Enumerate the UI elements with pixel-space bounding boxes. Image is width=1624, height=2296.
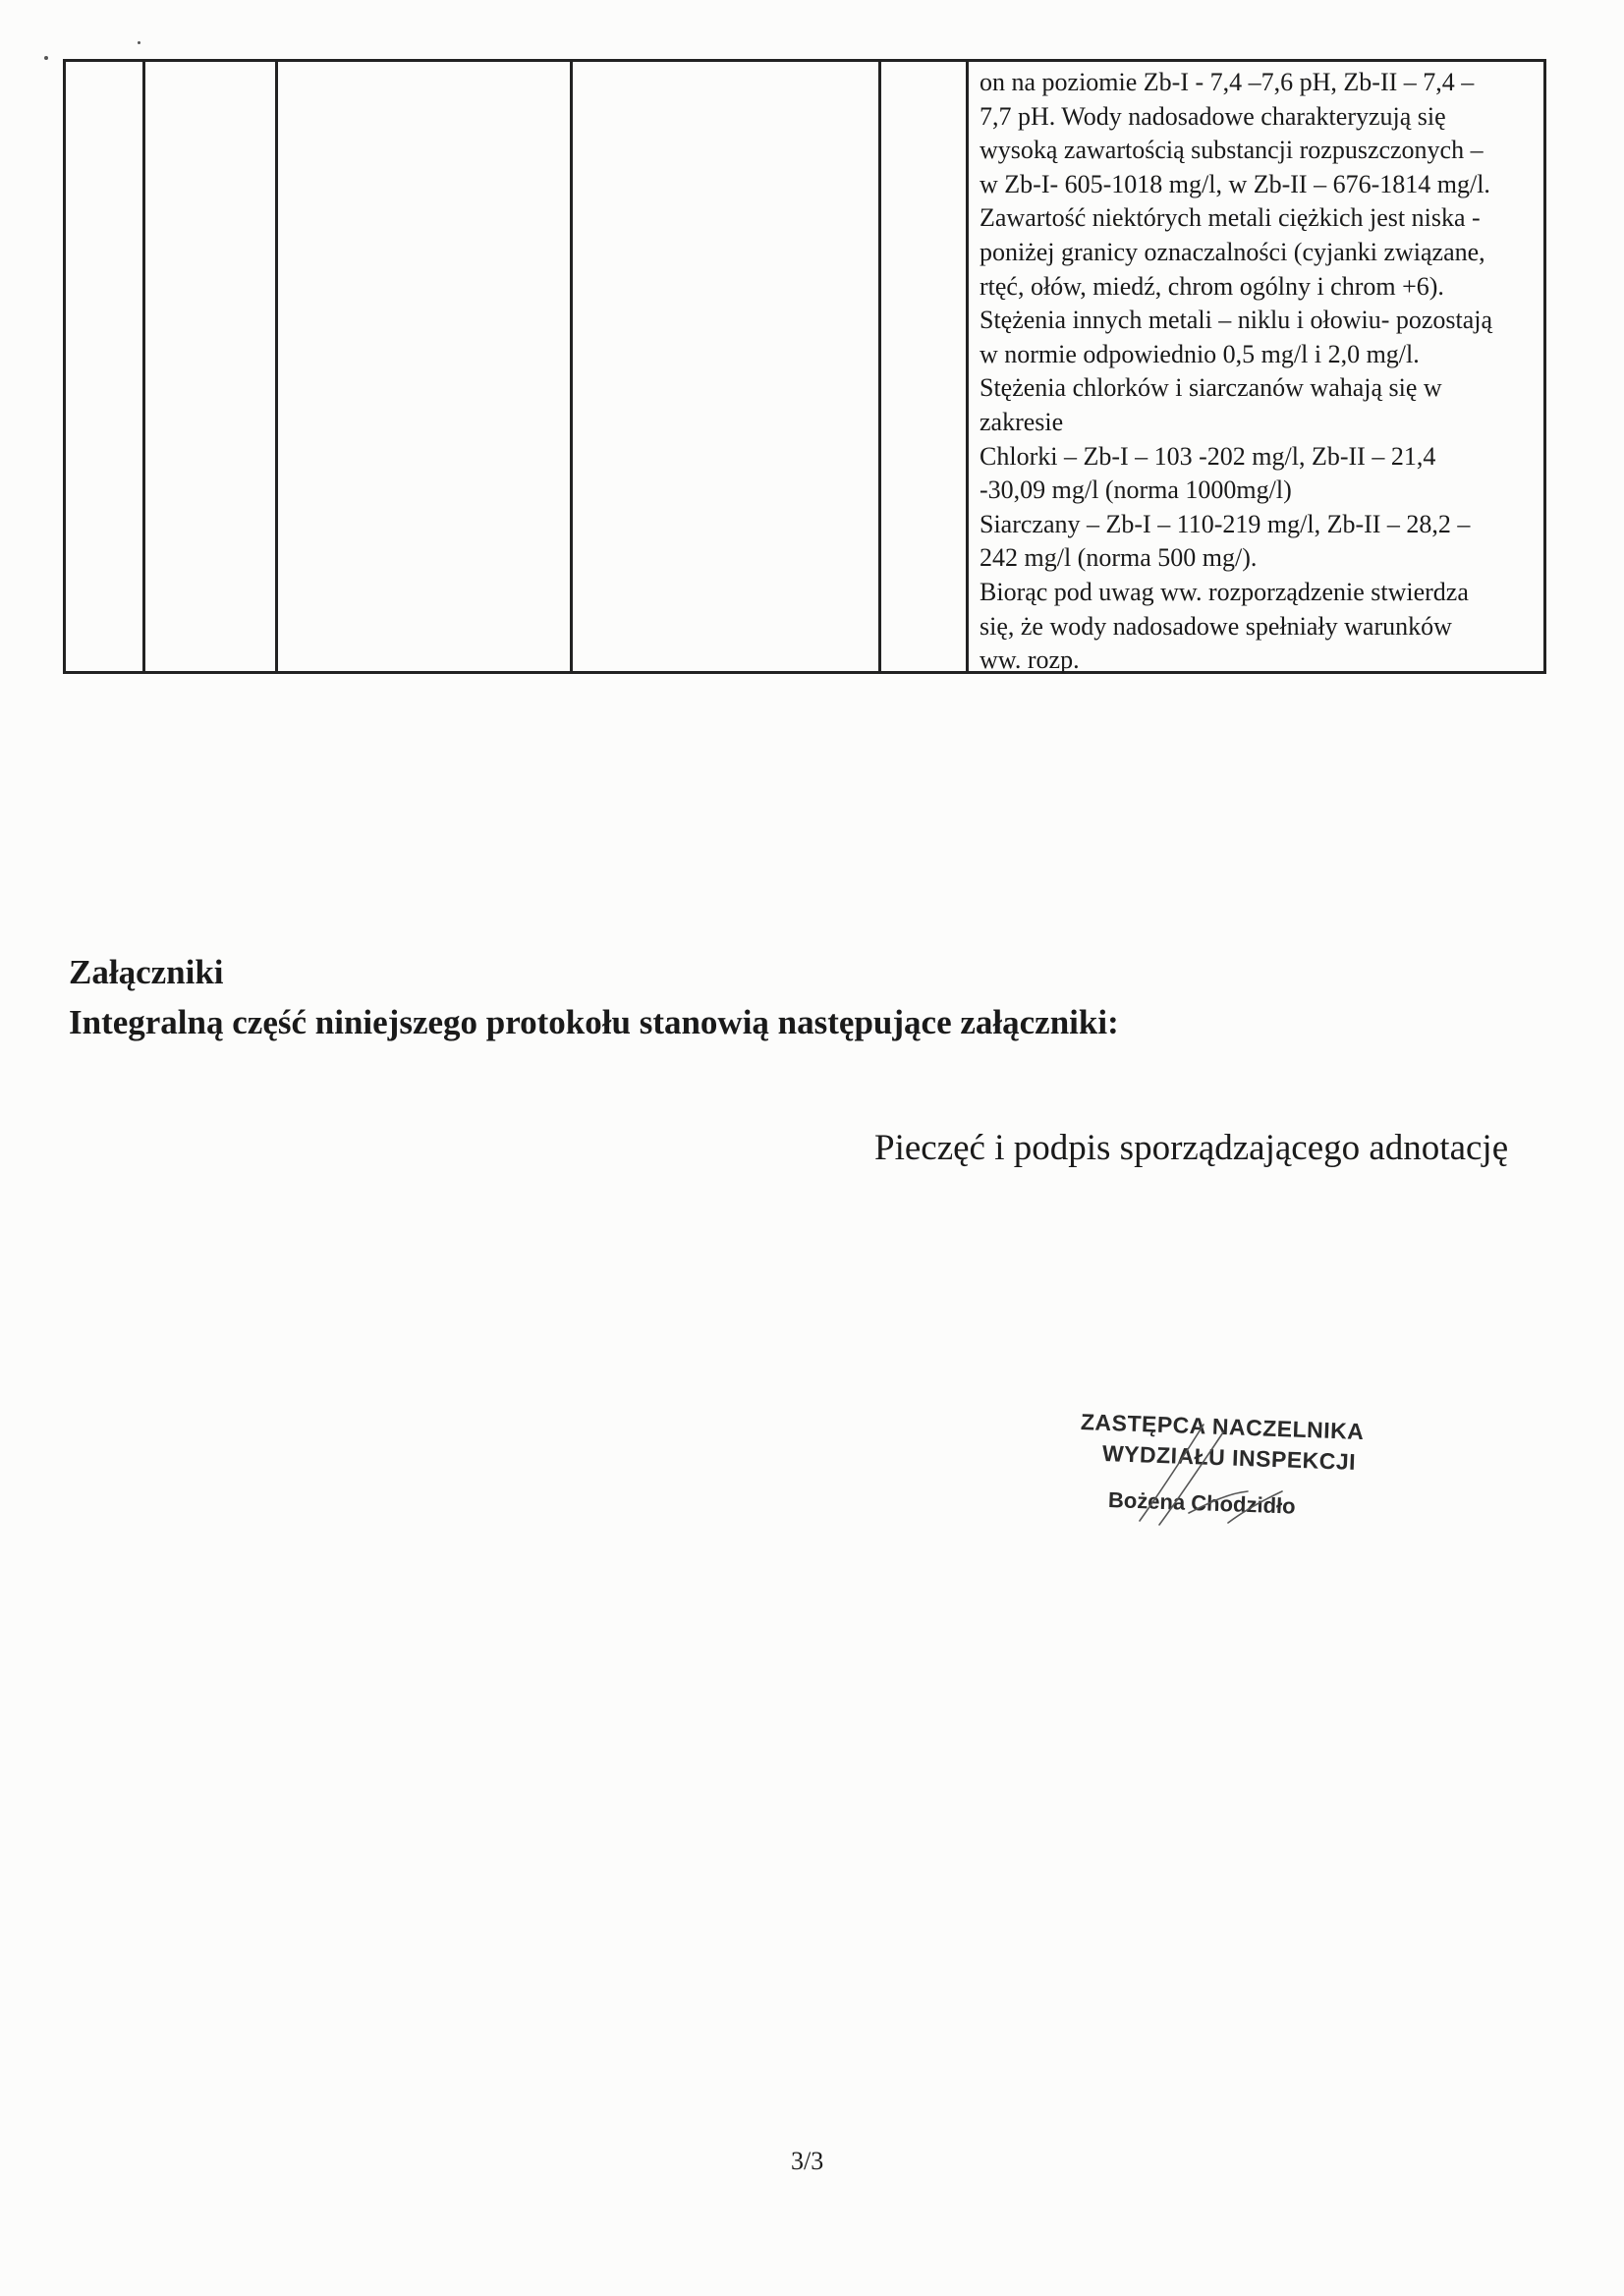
stamp-line-title: ZASTĘPCA NACZELNIKA [1080,1409,1365,1445]
stamp-line-name: Bożena Chodzidło [1107,1487,1296,1519]
cell-line: rtęć, ołów, miedź, chrom ogólny i chrom +6). [980,271,1444,301]
cell-line: Biorąc pod uwag ww. rozporządzenie stwierdza [980,577,1469,606]
page-number: 3/3 [791,2147,824,2175]
cell-line: on na poziomie Zb-I - 7,4 –7,6 pH, Zb-II – 7,4 – [980,68,1475,96]
cell-line: 242 mg/l (norma 500 mg/). [980,543,1258,573]
cell-line: wysoką zawartością substancji rozpuszczonych – [980,136,1484,165]
scan-speck [138,41,140,44]
cell-line: Stężenia chlorków i siarczanów wahają się w [980,373,1442,403]
cell-line: się, że wody nadosadowe spełniały warunków [980,611,1452,641]
signature-caption: Pieczęć i podpis sporządzającego adnotację [874,1128,1509,1168]
cell-line: poniżej granicy oznaczalności (cyjanki związane, [980,237,1485,266]
cell-line: Chlorki – Zb-I – 103 -202 mg/l, Zb-II – 21,4 [980,441,1436,471]
scan-speck [44,56,48,60]
cell-line: w normie odpowiednio 0,5 mg/l i 2,0 mg/l. [980,339,1420,368]
cell-line: 7,7 pH. Wody nadosadowe charakteryzują się [980,101,1446,131]
column-divider [966,62,969,671]
cell-line: Zawartość niektórych metali ciężkich jest niska - [980,203,1481,233]
column-divider [570,62,573,671]
cell-line: ww. rozp. [980,645,1080,675]
cell-line: Stężenia innych metali – niklu i ołowiu- pozostają [980,306,1493,335]
cell-line: w Zb-I- 605-1018 mg/l, w Zb-II – 676-1814 mg/l. [980,169,1490,198]
column-divider [142,62,145,671]
attachments-title: Załączniki [69,953,224,991]
findings-cell [980,66,1589,678]
stamp-line-department: WYDZIAŁU INSPEKCJI [1101,1440,1357,1476]
attachments-subtitle: Integralną część niniejszego protokołu stanowią następujące załączniki: [69,1003,1119,1041]
column-divider [878,62,881,671]
handwritten-signature [1120,1405,1297,1542]
cell-line: zakresie [980,407,1064,436]
column-divider [275,62,278,671]
cell-line: -30,09 mg/l (norma 1000mg/l) [980,476,1292,505]
cell-line: Siarczany – Zb-I – 110-219 mg/l, Zb-II – 28,2 – [980,509,1471,538]
table-continuation [63,59,1546,674]
